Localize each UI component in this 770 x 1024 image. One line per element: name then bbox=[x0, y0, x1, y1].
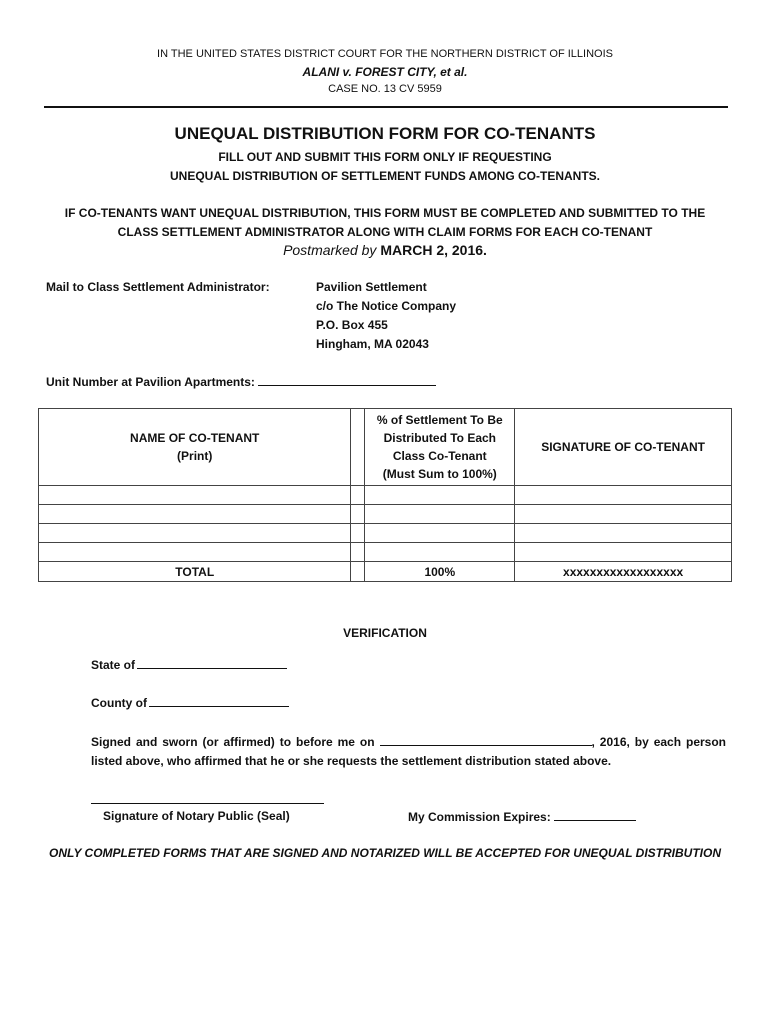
instructions-line2: CLASS SETTLEMENT ADMINISTRATOR ALONG WITH CLAIM FORMS FOR EACH CO-TENANT bbox=[117, 225, 653, 239]
co-tenant-table bbox=[38, 408, 732, 582]
footer-notice: ONLY COMPLETED FORMS THAT ARE SIGNED AND NOTARIZED WILL BE ACCEPTED FOR UNEQUAL DISTRIBUTION bbox=[49, 846, 721, 860]
table-row bbox=[39, 486, 732, 505]
state-field[interactable] bbox=[137, 657, 287, 669]
postmarked-date: MARCH 2, 2016. bbox=[380, 242, 487, 258]
table-total-row bbox=[39, 562, 732, 582]
total-percent: 100% bbox=[365, 562, 515, 582]
county-field[interactable] bbox=[149, 695, 289, 707]
name-cell[interactable] bbox=[39, 543, 351, 562]
case-caption: ALANI v. FOREST CITY, et al. bbox=[302, 65, 468, 79]
mail-to-label: Mail to Class Settlement Administrator: bbox=[46, 280, 270, 294]
table-header-row bbox=[39, 409, 732, 486]
verification-heading: VERIFICATION bbox=[343, 626, 427, 640]
address-line-3: P.O. Box 455 bbox=[316, 318, 388, 332]
form-subtitle-line2: UNEQUAL DISTRIBUTION OF SETTLEMENT FUNDS AMONG CO-TENANTS. bbox=[170, 169, 600, 183]
signature-cell[interactable] bbox=[515, 524, 732, 543]
notary-signature-label: Signature of Notary Public (Seal) bbox=[103, 809, 290, 823]
percent-cell[interactable] bbox=[365, 505, 515, 524]
signature-cell[interactable] bbox=[515, 505, 732, 524]
county-row bbox=[91, 695, 289, 710]
case-number: CASE NO. 13 CV 5959 bbox=[328, 83, 442, 95]
total-label: TOTAL bbox=[39, 562, 351, 582]
signature-cell[interactable] bbox=[515, 486, 732, 505]
percent-cell[interactable] bbox=[365, 543, 515, 562]
unit-number-row bbox=[46, 374, 436, 389]
unit-number-field[interactable] bbox=[258, 374, 436, 386]
state-label: State of bbox=[91, 658, 136, 672]
col-header-spacer bbox=[351, 409, 365, 486]
table-row bbox=[39, 505, 732, 524]
court-heading: IN THE UNITED STATES DISTRICT COURT FOR THE NORTHERN DISTRICT OF ILLINOIS bbox=[157, 48, 613, 60]
form-subtitle-line1: FILL OUT AND SUBMIT THIS FORM ONLY IF REQUESTING bbox=[218, 150, 552, 164]
col-header-name: NAME OF CO-TENANT (Print) bbox=[39, 409, 351, 486]
percent-cell[interactable] bbox=[365, 486, 515, 505]
postmark-deadline bbox=[0, 242, 770, 258]
state-row bbox=[91, 657, 287, 672]
name-cell[interactable] bbox=[39, 505, 351, 524]
header-divider bbox=[44, 106, 728, 108]
postmarked-label: Postmarked by bbox=[283, 242, 377, 258]
col-header-signature: SIGNATURE OF CO-TENANT bbox=[515, 409, 732, 486]
total-signature-placeholder: xxxxxxxxxxxxxxxxxx bbox=[515, 562, 732, 582]
table-row bbox=[39, 543, 732, 562]
instructions-line1: IF CO-TENANTS WANT UNEQUAL DISTRIBUTION, THIS FORM MUST BE COMPLETED AND SUBMITTED TO THE bbox=[64, 206, 706, 220]
name-cell[interactable] bbox=[39, 486, 351, 505]
address-line-1: Pavilion Settlement bbox=[316, 280, 427, 294]
table-row bbox=[39, 524, 732, 543]
notary-signature-line[interactable] bbox=[91, 803, 324, 804]
county-label: County of bbox=[91, 696, 147, 710]
percent-cell[interactable] bbox=[365, 524, 515, 543]
address-line-4: Hingham, MA 02043 bbox=[316, 337, 429, 351]
signature-cell[interactable] bbox=[515, 543, 732, 562]
address-line-2: c/o The Notice Company bbox=[316, 299, 457, 313]
sworn-statement: Signed and sworn (or affirmed) to before me on , 2016, by each person listed above, who affirmed that he or she requests the settlement distribution stated above. bbox=[91, 735, 727, 768]
form-title: UNEQUAL DISTRIBUTION FORM FOR CO-TENANTS bbox=[174, 124, 596, 143]
unit-number-label: Unit Number at Pavilion Apartments: bbox=[46, 375, 255, 389]
name-cell[interactable] bbox=[39, 524, 351, 543]
commission-expires-row bbox=[408, 809, 636, 824]
commission-expires-field[interactable] bbox=[554, 809, 636, 821]
col-header-percent: % of Settlement To Be Distributed To Each Class Co-Tenant (Must Sum to 100%) bbox=[365, 409, 515, 486]
sworn-date-field[interactable] bbox=[380, 734, 592, 746]
commission-expires-label: My Commission Expires: bbox=[408, 810, 551, 824]
